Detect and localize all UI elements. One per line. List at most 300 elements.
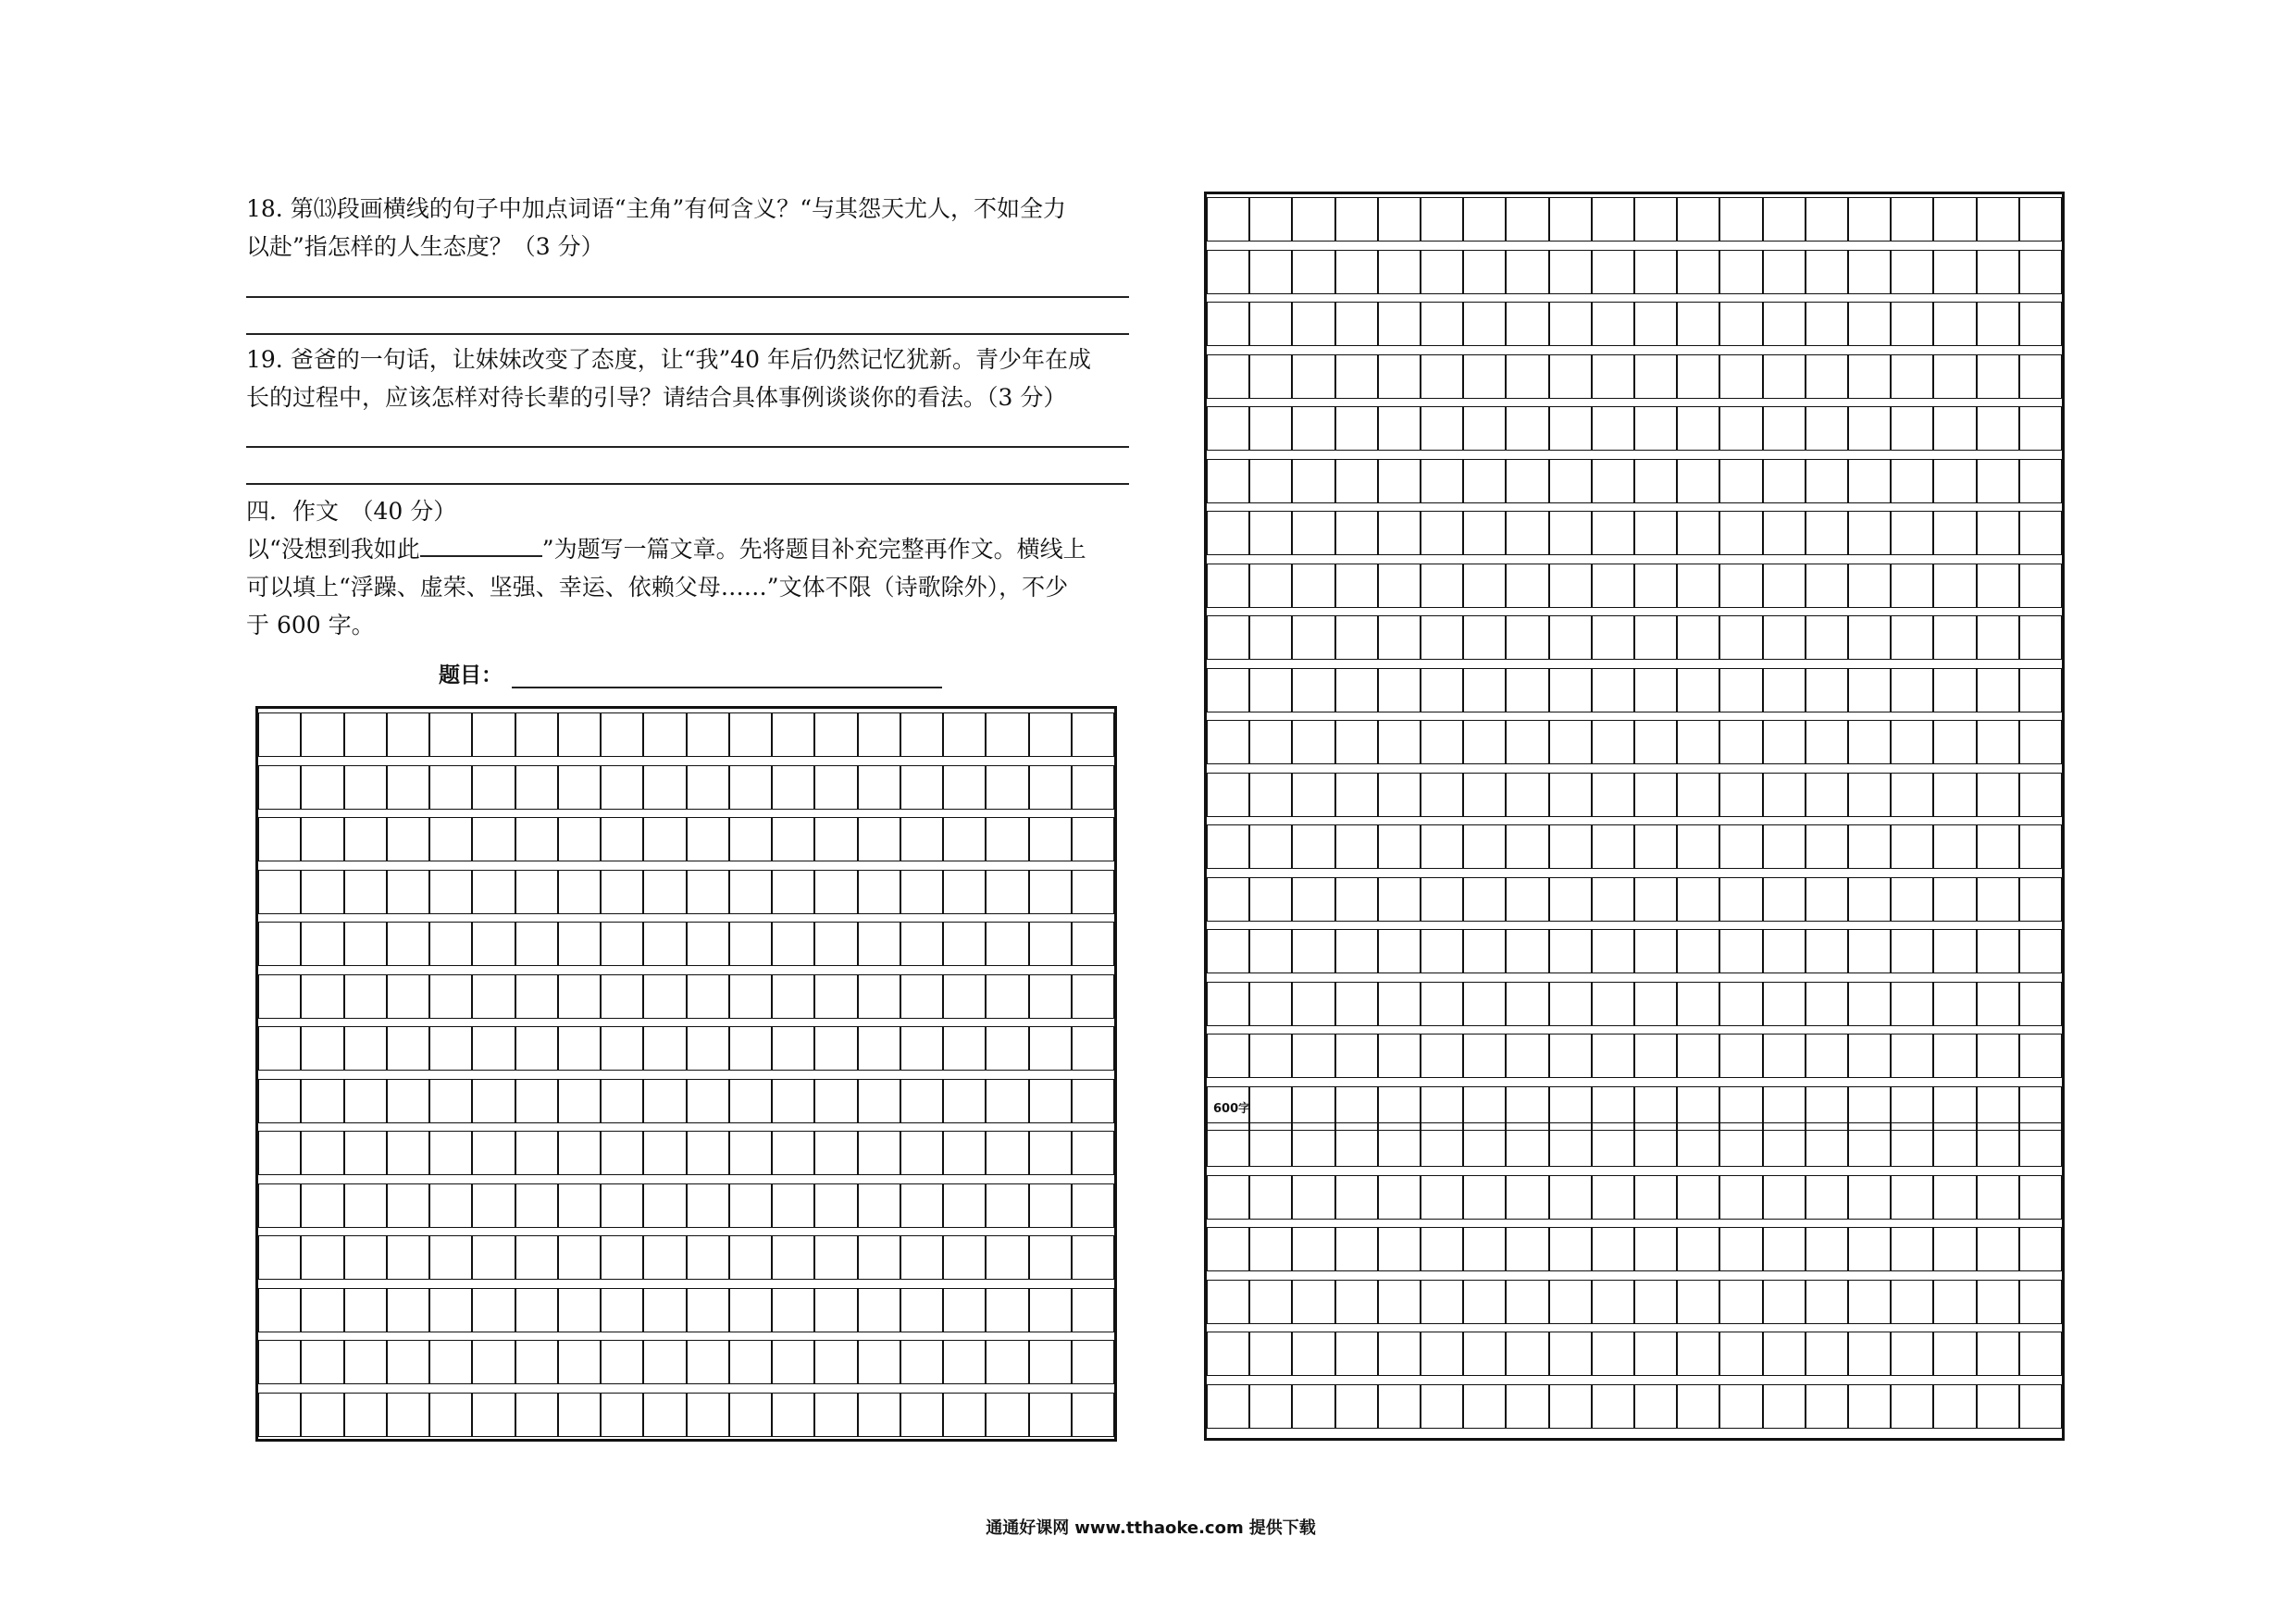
grid-cell[interactable] <box>2019 197 2062 242</box>
grid-cell[interactable] <box>472 1393 515 1437</box>
grid-cell[interactable] <box>1549 302 1592 346</box>
grid-cell[interactable] <box>1977 1034 2019 1078</box>
grid-cell[interactable] <box>1029 1183 1072 1228</box>
grid-cell[interactable] <box>1335 459 1378 503</box>
grid-cell[interactable] <box>601 922 643 966</box>
grid-cell[interactable] <box>687 1288 729 1332</box>
grid-cell[interactable] <box>1029 974 1072 1019</box>
grid-cell[interactable] <box>1806 1122 1848 1167</box>
grid-cell[interactable] <box>729 1288 772 1332</box>
grid-cell[interactable] <box>1029 1079 1072 1123</box>
grid-cell[interactable] <box>1292 615 1334 660</box>
grid-cell[interactable] <box>429 870 472 914</box>
grid-cell[interactable] <box>1549 1122 1592 1167</box>
grid-cell[interactable] <box>1763 406 1806 451</box>
grid-cell[interactable] <box>1506 720 1548 764</box>
grid-cell[interactable] <box>1249 564 1292 608</box>
grid-cell[interactable] <box>1249 1034 1292 1078</box>
grid-cell[interactable] <box>1378 720 1421 764</box>
grid-cell[interactable] <box>1592 929 1634 973</box>
grid-cell[interactable] <box>1891 1122 1933 1167</box>
grid-cell[interactable] <box>515 1235 558 1280</box>
grid-cell[interactable] <box>558 765 601 810</box>
grid-cell[interactable] <box>1677 511 1719 555</box>
grid-cell[interactable] <box>900 922 943 966</box>
grid-cell[interactable] <box>1592 564 1634 608</box>
grid-cell[interactable] <box>900 1026 943 1071</box>
grid-cell[interactable] <box>1335 564 1378 608</box>
grid-cell[interactable] <box>814 974 857 1019</box>
grid-cell[interactable] <box>601 817 643 861</box>
grid-cell[interactable] <box>1677 197 1719 242</box>
grid-cell[interactable] <box>1549 1175 1592 1220</box>
grid-cell[interactable] <box>1207 406 1249 451</box>
grid-cell[interactable] <box>1592 302 1634 346</box>
grid-cell[interactable] <box>814 1131 857 1175</box>
grid-cell[interactable] <box>1463 877 1506 922</box>
grid-cell[interactable] <box>1677 302 1719 346</box>
grid-cell[interactable] <box>772 817 814 861</box>
grid-cell[interactable] <box>387 870 429 914</box>
grid-cell[interactable] <box>900 765 943 810</box>
grid-cell[interactable] <box>2019 615 2062 660</box>
grid-cell[interactable] <box>1719 302 1762 346</box>
grid-cell[interactable] <box>429 817 472 861</box>
grid-cell[interactable] <box>1378 615 1421 660</box>
grid-cell[interactable] <box>1249 615 1292 660</box>
grid-cell[interactable] <box>1634 1122 1677 1167</box>
grid-cell[interactable] <box>900 1131 943 1175</box>
grid-cell[interactable] <box>687 765 729 810</box>
grid-cell[interactable] <box>1977 668 2019 712</box>
grid-cell[interactable] <box>1378 1122 1421 1167</box>
grid-cell[interactable] <box>643 974 686 1019</box>
grid-cell[interactable] <box>814 1288 857 1332</box>
grid-cell[interactable] <box>1549 615 1592 660</box>
grid-cell[interactable] <box>1719 1122 1762 1167</box>
grid-cell[interactable] <box>814 1393 857 1437</box>
grid-cell[interactable] <box>1335 929 1378 973</box>
grid-cell[interactable] <box>1335 250 1378 294</box>
grid-cell[interactable] <box>1549 982 1592 1026</box>
essay-title-input[interactable] <box>512 664 942 688</box>
grid-cell[interactable] <box>2019 1332 2062 1376</box>
grid-cell[interactable] <box>1806 877 1848 922</box>
grid-cell[interactable] <box>729 1393 772 1437</box>
grid-cell[interactable] <box>344 1026 387 1071</box>
grid-cell[interactable] <box>1933 1175 1976 1220</box>
grid-cell[interactable] <box>687 1026 729 1071</box>
grid-cell[interactable] <box>601 1183 643 1228</box>
grid-cell[interactable] <box>814 1026 857 1071</box>
grid-cell[interactable] <box>986 817 1028 861</box>
grid-cell[interactable] <box>1249 720 1292 764</box>
grid-cell[interactable] <box>1933 1280 1976 1324</box>
grid-cell[interactable] <box>258 1288 301 1332</box>
grid-cell[interactable] <box>1207 197 1249 242</box>
grid-cell[interactable] <box>1634 668 1677 712</box>
grid-cell[interactable] <box>1207 354 1249 399</box>
grid-cell[interactable] <box>943 1183 986 1228</box>
grid-cell[interactable] <box>1506 1227 1548 1271</box>
grid-cell[interactable] <box>1592 511 1634 555</box>
grid-cell[interactable] <box>558 1079 601 1123</box>
grid-cell[interactable] <box>1933 564 1976 608</box>
grid-cell[interactable] <box>772 974 814 1019</box>
answer-line-18a[interactable] <box>246 296 1129 298</box>
grid-cell[interactable] <box>1292 1034 1334 1078</box>
grid-cell[interactable] <box>643 870 686 914</box>
grid-cell[interactable] <box>1335 406 1378 451</box>
grid-cell[interactable] <box>1207 459 1249 503</box>
grid-cell[interactable] <box>1806 1175 1848 1220</box>
grid-cell[interactable] <box>1463 250 1506 294</box>
grid-cell[interactable] <box>1806 354 1848 399</box>
grid-cell[interactable] <box>1335 1384 1378 1429</box>
grid-cell[interactable] <box>1719 511 1762 555</box>
writing-grid-right[interactable] <box>1204 192 2065 1441</box>
grid-cell[interactable] <box>687 817 729 861</box>
grid-cell[interactable] <box>344 1131 387 1175</box>
grid-cell[interactable] <box>301 974 343 1019</box>
grid-cell[interactable] <box>387 1340 429 1384</box>
grid-cell[interactable] <box>858 1079 900 1123</box>
grid-cell[interactable] <box>1719 1332 1762 1376</box>
grid-cell[interactable] <box>2019 459 2062 503</box>
grid-cell[interactable] <box>1763 1384 1806 1429</box>
grid-cell[interactable] <box>601 1131 643 1175</box>
grid-cell[interactable] <box>1719 720 1762 764</box>
grid-cell[interactable] <box>1335 1280 1378 1324</box>
grid-cell[interactable] <box>1592 1122 1634 1167</box>
grid-cell[interactable] <box>1249 773 1292 817</box>
grid-cell[interactable] <box>515 817 558 861</box>
grid-cell[interactable] <box>2019 250 2062 294</box>
grid-cell[interactable] <box>1335 1332 1378 1376</box>
grid-cell[interactable] <box>858 1288 900 1332</box>
grid-cell[interactable] <box>558 1131 601 1175</box>
grid-cell[interactable] <box>1029 922 1072 966</box>
grid-cell[interactable] <box>1506 564 1548 608</box>
grid-cell[interactable] <box>387 817 429 861</box>
grid-cell[interactable] <box>772 712 814 757</box>
grid-cell[interactable] <box>900 870 943 914</box>
grid-cell[interactable] <box>2019 564 2062 608</box>
grid-cell[interactable] <box>1977 1122 2019 1167</box>
grid-cell[interactable] <box>1549 773 1592 817</box>
grid-cell[interactable] <box>1378 197 1421 242</box>
grid-cell[interactable] <box>2019 1175 2062 1220</box>
grid-cell[interactable] <box>1891 824 1933 869</box>
grid-cell[interactable] <box>1292 982 1334 1026</box>
grid-cell[interactable] <box>1677 615 1719 660</box>
grid-cell[interactable] <box>1463 197 1506 242</box>
grid-cell[interactable] <box>1421 773 1463 817</box>
grid-cell[interactable] <box>1719 1175 1762 1220</box>
grid-cell[interactable] <box>687 1079 729 1123</box>
grid-cell[interactable] <box>1634 982 1677 1026</box>
grid-cell[interactable] <box>772 870 814 914</box>
grid-cell[interactable] <box>387 1393 429 1437</box>
grid-cell[interactable] <box>1891 615 1933 660</box>
grid-cell[interactable] <box>1378 564 1421 608</box>
grid-cell[interactable] <box>301 1340 343 1384</box>
grid-cell[interactable] <box>1207 929 1249 973</box>
grid-cell[interactable] <box>1029 765 1072 810</box>
grid-cell[interactable] <box>772 765 814 810</box>
grid-cell[interactable] <box>1207 1384 1249 1429</box>
grid-cell[interactable] <box>900 1183 943 1228</box>
grid-cell[interactable] <box>301 817 343 861</box>
grid-cell[interactable] <box>1072 1288 1114 1332</box>
grid-cell[interactable] <box>1933 615 1976 660</box>
grid-cell[interactable] <box>387 1026 429 1071</box>
grid-cell[interactable] <box>558 1235 601 1280</box>
grid-cell[interactable] <box>301 1183 343 1228</box>
grid-cell[interactable] <box>1592 1175 1634 1220</box>
grid-cell[interactable] <box>1207 511 1249 555</box>
grid-cell[interactable] <box>943 1131 986 1175</box>
grid-cell[interactable] <box>1933 459 1976 503</box>
grid-cell[interactable] <box>772 1183 814 1228</box>
grid-cell[interactable] <box>1592 406 1634 451</box>
grid-cell[interactable] <box>1549 250 1592 294</box>
grid-cell[interactable] <box>1677 1122 1719 1167</box>
grid-cell[interactable] <box>1421 354 1463 399</box>
grid-cell[interactable] <box>900 1079 943 1123</box>
grid-cell[interactable] <box>1207 250 1249 294</box>
grid-cell[interactable] <box>1933 1034 1976 1078</box>
grid-cell[interactable] <box>1634 406 1677 451</box>
grid-cell[interactable] <box>1421 1280 1463 1324</box>
grid-cell[interactable] <box>515 1131 558 1175</box>
grid-cell[interactable] <box>1029 817 1072 861</box>
grid-cell[interactable] <box>1249 824 1292 869</box>
grid-cell[interactable] <box>643 1183 686 1228</box>
grid-cell[interactable] <box>601 765 643 810</box>
grid-cell[interactable] <box>814 870 857 914</box>
grid-cell[interactable] <box>1335 511 1378 555</box>
grid-cell[interactable] <box>1848 615 1891 660</box>
footer-site[interactable]: 通通好课网 <box>986 1518 1070 1538</box>
grid-cell[interactable] <box>643 817 686 861</box>
grid-cell[interactable] <box>1421 1175 1463 1220</box>
grid-cell[interactable] <box>1506 197 1548 242</box>
grid-cell[interactable] <box>1292 668 1334 712</box>
grid-cell[interactable] <box>387 712 429 757</box>
grid-cell[interactable] <box>1806 773 1848 817</box>
grid-cell[interactable] <box>986 1235 1028 1280</box>
grid-cell[interactable] <box>2019 1227 2062 1271</box>
grid-cell[interactable] <box>1634 1384 1677 1429</box>
grid-cell[interactable] <box>858 870 900 914</box>
grid-cell[interactable] <box>258 1393 301 1437</box>
grid-cell[interactable] <box>1378 354 1421 399</box>
grid-cell[interactable] <box>1806 250 1848 294</box>
grid-cell[interactable] <box>1592 197 1634 242</box>
grid-cell[interactable] <box>943 1340 986 1384</box>
grid-cell[interactable] <box>1806 1332 1848 1376</box>
grid-cell[interactable] <box>1292 929 1334 973</box>
grid-cell[interactable] <box>1977 1332 2019 1376</box>
grid-cell[interactable] <box>1335 1034 1378 1078</box>
grid-cell[interactable] <box>344 1235 387 1280</box>
grid-cell[interactable] <box>1763 929 1806 973</box>
grid-cell[interactable] <box>1506 1384 1548 1429</box>
grid-cell[interactable] <box>1977 824 2019 869</box>
answer-line-19a[interactable] <box>246 446 1129 448</box>
grid-cell[interactable] <box>2019 668 2062 712</box>
grid-cell[interactable] <box>258 765 301 810</box>
grid-cell[interactable] <box>1763 1175 1806 1220</box>
grid-cell[interactable] <box>1549 1332 1592 1376</box>
grid-cell[interactable] <box>1335 1122 1378 1167</box>
grid-cell[interactable] <box>814 1183 857 1228</box>
grid-cell[interactable] <box>1421 824 1463 869</box>
grid-cell[interactable] <box>1719 1227 1762 1271</box>
grid-cell[interactable] <box>1977 773 2019 817</box>
grid-cell[interactable] <box>687 1235 729 1280</box>
grid-cell[interactable] <box>1335 302 1378 346</box>
grid-cell[interactable] <box>558 1340 601 1384</box>
grid-cell[interactable] <box>301 1393 343 1437</box>
grid-cell[interactable] <box>344 974 387 1019</box>
grid-cell[interactable] <box>943 765 986 810</box>
grid-cell[interactable] <box>986 1079 1028 1123</box>
grid-cell[interactable] <box>1292 354 1334 399</box>
grid-cell[interactable] <box>1677 250 1719 294</box>
grid-cell[interactable] <box>858 712 900 757</box>
grid-cell[interactable] <box>1249 197 1292 242</box>
grid-cell[interactable] <box>986 974 1028 1019</box>
grid-cell[interactable] <box>258 1026 301 1071</box>
grid-cell[interactable] <box>429 1340 472 1384</box>
grid-cell[interactable] <box>301 1131 343 1175</box>
grid-cell[interactable] <box>1592 720 1634 764</box>
grid-cell[interactable] <box>1806 982 1848 1026</box>
grid-cell[interactable] <box>1719 197 1762 242</box>
grid-cell[interactable] <box>1072 974 1114 1019</box>
grid-cell[interactable] <box>344 1340 387 1384</box>
grid-cell[interactable] <box>1634 354 1677 399</box>
grid-cell[interactable] <box>1977 197 2019 242</box>
grid-cell[interactable] <box>1378 511 1421 555</box>
grid-cell[interactable] <box>1592 1384 1634 1429</box>
grid-cell[interactable] <box>1506 824 1548 869</box>
grid-cell[interactable] <box>1763 1280 1806 1324</box>
grid-cell[interactable] <box>558 1288 601 1332</box>
grid-cell[interactable] <box>2019 511 2062 555</box>
grid-cell[interactable] <box>1719 406 1762 451</box>
grid-cell[interactable] <box>1933 406 1976 451</box>
grid-cell[interactable] <box>344 1183 387 1228</box>
grid-cell[interactable] <box>1763 982 1806 1026</box>
grid-cell[interactable] <box>1592 982 1634 1026</box>
grid-cell[interactable] <box>387 1131 429 1175</box>
grid-cell[interactable] <box>1029 1393 1072 1437</box>
grid-cell[interactable] <box>1806 1227 1848 1271</box>
grid-cell[interactable] <box>1719 773 1762 817</box>
grid-cell[interactable] <box>258 1131 301 1175</box>
grid-cell[interactable] <box>986 870 1028 914</box>
grid-cell[interactable] <box>1891 1034 1933 1078</box>
grid-cell[interactable] <box>943 870 986 914</box>
grid-cell[interactable] <box>1421 1034 1463 1078</box>
grid-cell[interactable] <box>1634 1034 1677 1078</box>
grid-cell[interactable] <box>986 922 1028 966</box>
grid-cell[interactable] <box>1848 720 1891 764</box>
grid-cell[interactable] <box>1335 354 1378 399</box>
grid-cell[interactable] <box>1506 1332 1548 1376</box>
grid-cell[interactable] <box>1848 929 1891 973</box>
grid-cell[interactable] <box>1933 720 1976 764</box>
grid-cell[interactable] <box>2019 824 2062 869</box>
grid-cell[interactable] <box>1933 1384 1976 1429</box>
grid-cell[interactable] <box>472 817 515 861</box>
grid-cell[interactable] <box>1029 870 1072 914</box>
grid-cell[interactable] <box>1072 1393 1114 1437</box>
grid-cell[interactable] <box>601 1026 643 1071</box>
grid-cell[interactable] <box>1719 1384 1762 1429</box>
grid-cell[interactable] <box>858 765 900 810</box>
grid-cell[interactable] <box>1421 1227 1463 1271</box>
grid-cell[interactable] <box>943 1235 986 1280</box>
grid-cell[interactable] <box>472 1340 515 1384</box>
grid-cell[interactable] <box>1549 459 1592 503</box>
grid-cell[interactable] <box>1634 1227 1677 1271</box>
grid-cell[interactable] <box>1463 615 1506 660</box>
grid-cell[interactable] <box>858 1131 900 1175</box>
grid-cell[interactable] <box>558 922 601 966</box>
grid-cell[interactable] <box>1378 824 1421 869</box>
grid-cell[interactable] <box>1292 1280 1334 1324</box>
grid-cell[interactable] <box>1378 773 1421 817</box>
grid-cell[interactable] <box>344 870 387 914</box>
grid-cell[interactable] <box>729 870 772 914</box>
grid-cell[interactable] <box>1719 929 1762 973</box>
grid-cell[interactable] <box>1549 668 1592 712</box>
grid-cell[interactable] <box>1763 459 1806 503</box>
grid-cell[interactable] <box>344 712 387 757</box>
grid-cell[interactable] <box>558 974 601 1019</box>
grid-cell[interactable] <box>258 1340 301 1384</box>
grid-cell[interactable] <box>1335 773 1378 817</box>
grid-cell[interactable] <box>601 870 643 914</box>
grid-cell[interactable] <box>986 1288 1028 1332</box>
grid-cell[interactable] <box>687 1393 729 1437</box>
grid-cell[interactable] <box>1072 817 1114 861</box>
grid-cell[interactable] <box>1891 511 1933 555</box>
grid-cell[interactable] <box>1249 1122 1292 1167</box>
grid-cell[interactable] <box>1977 929 2019 973</box>
grid-cell[interactable] <box>1933 250 1976 294</box>
grid-cell[interactable] <box>601 1340 643 1384</box>
grid-cell[interactable] <box>1592 354 1634 399</box>
grid-cell[interactable] <box>2019 1122 2062 1167</box>
grid-cell[interactable] <box>943 922 986 966</box>
grid-cell[interactable] <box>1421 406 1463 451</box>
grid-cell[interactable] <box>1463 720 1506 764</box>
grid-cell[interactable] <box>1421 564 1463 608</box>
grid-cell[interactable] <box>772 1026 814 1071</box>
grid-cell[interactable] <box>1207 668 1249 712</box>
grid-cell[interactable] <box>1592 668 1634 712</box>
grid-cell[interactable] <box>687 922 729 966</box>
grid-cell[interactable] <box>1029 1026 1072 1071</box>
grid-cell[interactable] <box>1806 1034 1848 1078</box>
grid-cell[interactable] <box>814 922 857 966</box>
grid-cell[interactable] <box>814 712 857 757</box>
